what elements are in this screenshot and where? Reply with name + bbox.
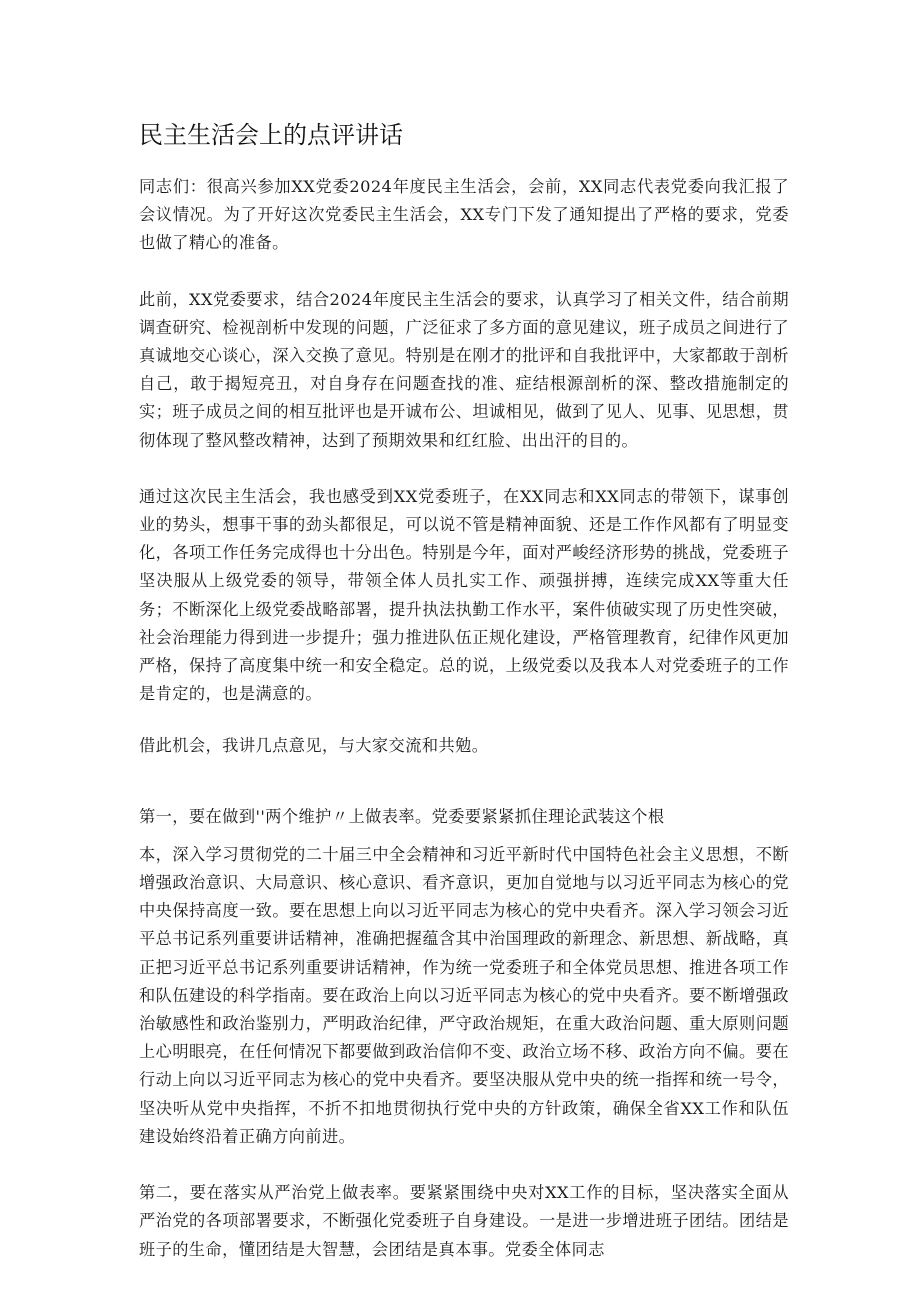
paragraph-point-two: 第二，要在落实从严治党上做表率。要紧紧围绕中央对XX工作的目标，坚决落实全面从严治党的各项部署要求，不断强化党委班子自身建设。一是进一步增进班子团结。团结是班子的生命，懂团结是大智慧，会团结是真本事。党委全体同志 bbox=[139, 1183, 789, 1259]
paragraph-assessment: 通过这次民主生活会，我也感受到XX党委班子，在XX同志和XX同志的带领下，谋事创业的势头，想事干事的劲头都很足，可以说不管是精神面貌、还是工作作风都有了明显变化，各项工作任务完成得也十分出色。特别是今年，面对严峻经济形势的挑战，党委班子坚决服从上级党委的领导，带领全体人员扎实工作、顽强拼搏，连续完成XX等重大任务；不断深化上级党委战略部署，提升执法执勤工作水平，案件侦破实现了历史性突破，社会治理能力得到进一步提升；强力推进队伍正规化建设，严格管理教育，纪律作风更加严格，保持了高度集中统一和安全稳定。总的说，上级党委以及我本人对党委班子的工作是肯定的，也是满意的。 bbox=[139, 486, 789, 704]
document-title: 民主生活会上的点评讲话 bbox=[139, 121, 403, 149]
paragraph-transition: 借此机会，我讲几点意见，与大家交流和共勉。 bbox=[139, 736, 489, 756]
paragraph-point-one-heading: 第一，要在做到''两个维护〃上做表率。党委要紧紧抓住理论武装这个根 bbox=[139, 806, 665, 826]
paragraph-preparation: 此前，XX党委要求，结合2024年度民主生活会的要求，认真学习了相关文件，结合前期调查研究、检视剖析中发现的问题，广泛征求了多方面的意见建议，班子成员之间进行了真诚地交心谈心，深入交换了意见。特别是在刚才的批评和自我批评中，大家都敢于剖析自己，敢于揭短亮丑，对自身存在问题查找的准、症结根源剖析的深、整改措施制定的实；班子成员之间的相互批评也是开诚布公、坦诚相见，做到了见人、见事、见思想，贯彻体现了整风整改精神，达到了预期效果和红红脸、出出汗的目的。 bbox=[139, 289, 789, 450]
paragraph-greeting: 同志们：很高兴参加XX党委2024年度民主生活会，会前，XX同志代表党委向我汇报了会议情况。为了开好这次党委民主生活会，XX专门下发了通知提出了严格的要求，党委也做了精心的准备。 bbox=[139, 177, 789, 253]
paragraph-point-one-body: 本，深入学习贯彻党的二十届三中全会精神和习近平新时代中国特色社会主义思想，不断增强政治意识、大局意识、核心意识、看齐意识，更加自觉地与以习近平同志为核心的党中央保持高度一致。要在思想上向以习近平同志为核心的党中央看齐。深入学习领会习近平总书记系列重要讲话精神，准确把握蕴含其中治国理政的新理念、新思想、新战略，真正把习近平总书记系列重要讲话精神，作为统一党委班子和全体党员思想、推进各项工作和队伍建设的科学指南。要在政治上向以习近平同志为核心的党中央看齐。要不断增强政治敏感性和政治鉴别力，严明政治纪律，严守政治规矩，在重大政治问题、重大原则问题上心明眼亮，在任何情况下都要做到政治信仰不变、政治立场不移、政治方向不偏。要在行动上向以习近平同志为核心的党中央看齐。要坚决服从党中央的统一指挥和统一号令，坚决听从党中央指挥，不折不扣地贯彻执行党中央的方针政策，确保全省XX工作和队伍建设始终沿着正确方向前进。 bbox=[139, 844, 789, 1146]
document-body bbox=[139, 173, 789, 1264]
